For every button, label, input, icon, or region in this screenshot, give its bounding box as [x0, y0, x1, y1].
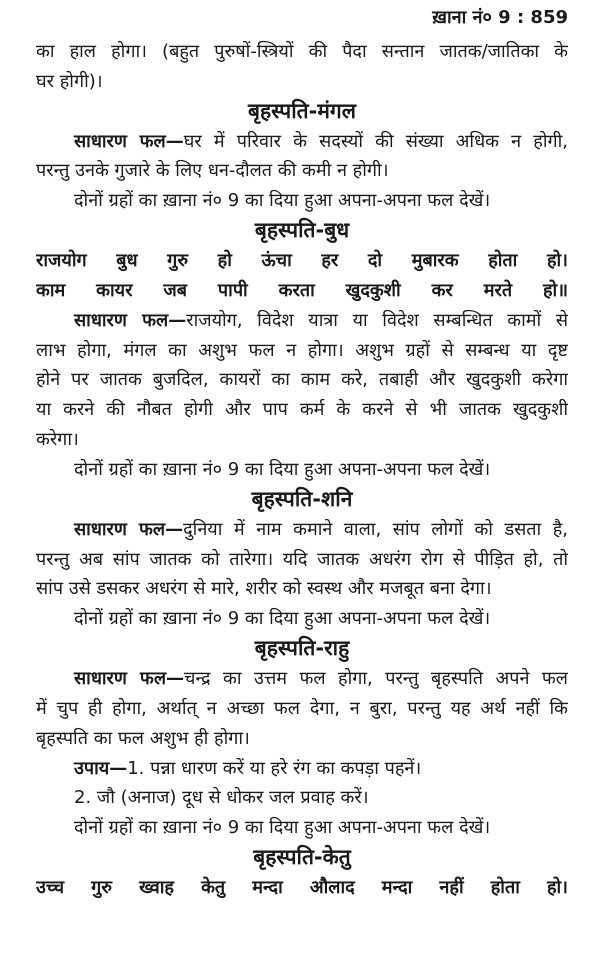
section-heading-brihaspati-rahu: बृहस्पति-राहु	[254, 636, 350, 661]
text-span: दुनिया में नाम कमाने वाला, सांप लोगों को डसता है,	[183, 518, 568, 540]
text-line: सांप उसे डसकर अधरंग से मारे, शरीर को स्वस्थ और मजबूत बना देगा।	[36, 578, 492, 600]
section-heading-brihaspati-shani: बृहस्पति-शनि	[251, 486, 353, 511]
text-line: दोनों ग्रहों का ख़ाना नं० 9 का दिया हुआ अपना-अपना फल देखें।	[74, 459, 491, 481]
running-header: ख़ाना नं० 9 : 859	[432, 7, 568, 28]
text-line: परन्तु उनके गुजारे के लिए धन-दौलत की कमी न होगी।	[36, 160, 389, 182]
text-line: दोनों ग्रहों का ख़ाना नं० 9 का दिया हुआ अपना-अपना फल देखें।	[74, 190, 491, 212]
text-line: लाभ होगा, मंगल का अशुभ फल न होगा। अशुभ ग्रहों से सम्बन्ध या दृष्ट	[36, 339, 568, 361]
text-line: 2. जौ (अनाज) दूध से धोकर जल प्रवाह करें।	[74, 787, 369, 809]
text-line: बृहस्पति का फल अशुभ ही होगा।	[36, 727, 250, 749]
verse-line: काम कायर जब पापी करता खुदकुशी कर मरते हो॥	[36, 279, 568, 301]
label-sadharan-phal: साधारण फल—	[74, 130, 184, 152]
section-heading-brihaspati-budh: बृहस्पति-बुध	[254, 218, 350, 243]
text-line: दोनों ग्रहों का ख़ाना नं० 9 का दिया हुआ अपना-अपना फल देखें।	[74, 817, 491, 839]
label-upay: उपाय—	[74, 757, 128, 779]
text-line: का हाल होगा। (बहुत पुरुषों-स्त्रियों की पैदा सन्तान जातक/जातिका के	[36, 41, 568, 62]
section-heading-brihaspati-ketu: बृहस्पति-केतु	[253, 845, 351, 870]
text-line	[36, 664, 568, 694]
text-line	[36, 754, 568, 784]
label-sadharan-phal: साधारण फल—	[74, 309, 187, 331]
text-span: घर में परिवार के सदस्यों की संख्या अधिक न होगी,	[183, 130, 568, 152]
text-line: परन्तु अब सांप जातक को तारेगा। यदि जातक अधरंग रोग से पीड़ित हो, तो	[36, 548, 568, 570]
text-span: चन्द्र का उत्तम फल होगा, परन्तु बृहस्पति अपने फल	[184, 668, 568, 690]
label-sadharan-phal: साधारण फल—	[74, 668, 185, 690]
text-line: घर होगी)।	[36, 70, 103, 92]
page-body	[36, 37, 568, 903]
label-sadharan-phal: साधारण फल—	[74, 518, 184, 540]
text-line: या करने की नौबत होगी और पाप कर्म के करने से भी जातक खुदकुशी	[36, 399, 568, 421]
verse-line: राजयोग बुध गुरु हो ऊंचा हर दो मुबारक होता हो।	[36, 250, 568, 272]
text-span: राजयोग, विदेश यात्रा या विदेश सम्बन्धित कामों से	[186, 309, 568, 331]
verse-line: उच्च गुरु ख्वाह केतु मन्दा औलाद मन्दा नहीं होता हो।	[36, 877, 568, 899]
section-heading-brihaspati-mangal: बृहस्पति-मंगल	[248, 98, 356, 123]
text-span: 1. पन्ना धारण करें या हरे रंग का कपड़ा पहनें।	[127, 757, 422, 779]
text-line: में चुप ही होगा, अर्थात् न अच्छा फल देगा, न बुरा, परन्तु यह अर्थ नहीं कि	[36, 697, 568, 719]
text-line	[36, 127, 568, 157]
text-line: करेगा।	[36, 429, 79, 451]
text-line	[36, 515, 568, 545]
text-line: होने पर जातक बुजदिल, कायरों का काम करे, तबाही और खुदकुशी करेगा	[36, 369, 568, 391]
text-line: दोनों ग्रहों का ख़ाना नं० 9 का दिया हुआ अपना-अपना फल देखें।	[74, 608, 491, 630]
text-line	[36, 306, 568, 336]
